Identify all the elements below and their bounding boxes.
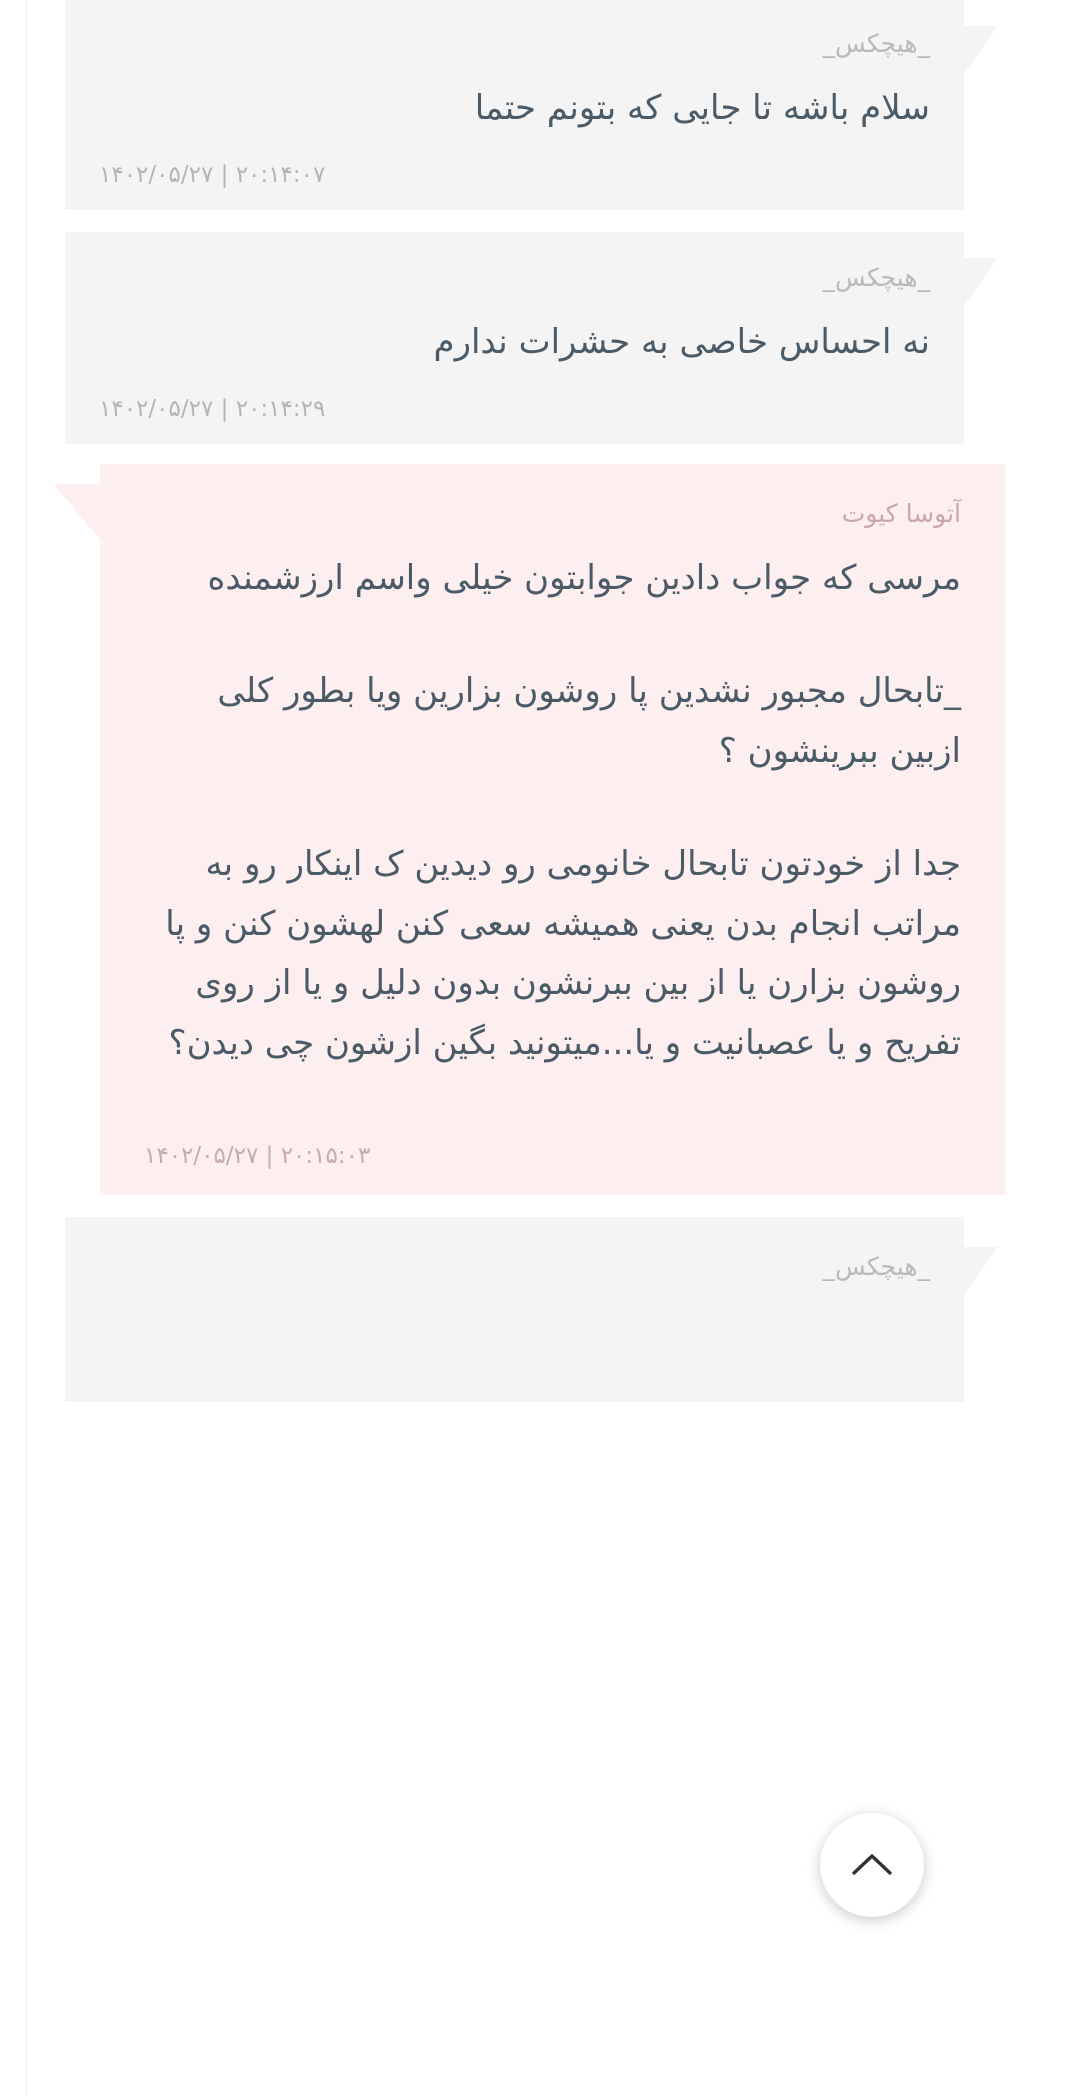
message-gap xyxy=(0,444,1080,464)
chevron-up-icon xyxy=(850,1850,894,1880)
message-text xyxy=(99,1302,930,1342)
bubble-tail xyxy=(964,26,998,74)
message-author: _هیچکس_ xyxy=(822,1252,930,1281)
message-author: _هیچکس_ xyxy=(822,263,930,292)
message-timestamp: ۱۴۰۲/۰۵/۲۷ | ۲۰:۱۴:۰۷ xyxy=(99,162,326,188)
message-bubble[interactable] xyxy=(65,1217,964,1402)
message-author: آتوسا کیوت xyxy=(841,499,961,528)
message-text: مرسی که جواب دادین جوابتون خیلی واسم ارزشمنده xyxy=(207,557,961,598)
bubble-tail xyxy=(964,258,998,306)
message-timestamp: ۱۴۰۲/۰۵/۲۷ | ۲۰:۱۵:۰۳ xyxy=(144,1143,371,1169)
message-gap xyxy=(0,1195,1080,1217)
bubble-tail xyxy=(54,484,100,540)
scroll-to-top-button[interactable] xyxy=(820,1813,924,1917)
bubble-tail xyxy=(964,1247,998,1295)
message-author: _هیچکس_ xyxy=(822,29,930,58)
message-text: جدا از خودتون تابحال خانومی رو دیدین ک اینکار رو به مراتب انجام بدن یعنی همیشه سعی کنن لهشون کنن و پا روشون بزارن یا از بین ببرنشون بدون دلیل و یا از روی تفریح و یا عصبانیت و یا...میتونید بگین ازشون چی دیدن؟ xyxy=(154,844,961,1063)
message-text: _تابحال مجبور نشدین پا روشون بزارین ویا بطور کلی ازبین ببرینشون ؟ xyxy=(206,671,961,771)
message-timestamp: ۱۴۰۲/۰۵/۲۷ | ۲۰:۱۴:۲۹ xyxy=(99,396,326,422)
message-bubble[interactable] xyxy=(65,0,964,210)
message-gap xyxy=(0,210,1080,232)
message-bubble[interactable] xyxy=(65,232,964,444)
message-text: نه احساس خاصی به حشرات ندارم xyxy=(433,321,930,362)
message-text: سلام باشه تا جایی که بتونم حتما xyxy=(474,87,930,128)
message-bubble-self[interactable] xyxy=(100,464,1005,1195)
